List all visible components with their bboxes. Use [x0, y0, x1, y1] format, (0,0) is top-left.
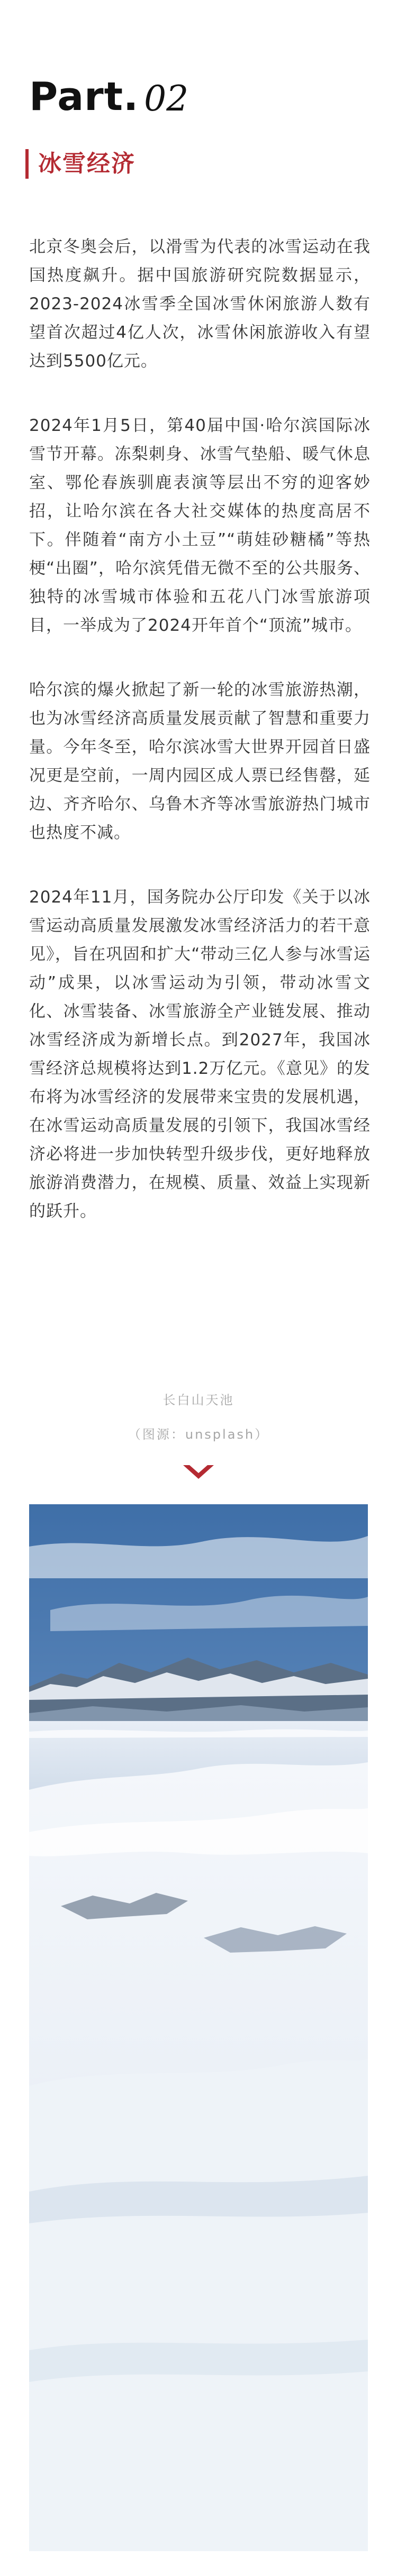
paragraph-3: 哈尔滨的爆火掀起了新一轮的冰雪旅游热潮，也为冰雪经济高质量发展贡献了智慧和重要力量。今年冬至，哈尔滨冰雪大世界开园首日盛况更是空前，一周内园区成人票已经售罄，延边、齐齐哈尔、乌鲁木齐等冰雪旅游热门城市也热度不减。: [29, 680, 371, 842]
paragraph-1: 北京冬奥会后，以滑雪为代表的冰雪运动在我国热度飙升。据中国旅游研究院数据显示，2023-2024冰雪季全国冰雪休闲旅游人数有望首次超过4亿人次，冰雪休闲旅游收入有望达到5500亿元。: [29, 237, 371, 371]
photo-credit: （图源：unsplash）: [128, 1427, 269, 1442]
chevron-down-icon: [180, 1462, 217, 1483]
article-body: [29, 233, 371, 1262]
section-accent-bar: [25, 149, 29, 179]
paragraph-2: 2024年1月5日，第40届中国·哈尔滨国际冰雪节开幕。冻梨刺身、冰雪气垫船、暖气休息室、鄂伦春族驯鹿表演等层出不穷的迎客妙招，让哈尔滨在各大社交媒体的热度高居不下。伴随着“南方小土豆”“萌娃砂糖橘”等热梗“出圈”，哈尔滨凭借无微不至的公共服务、独特的冰雪城市体验和五花八门冰雪旅游项目，一举成为了2024开年首个“顶流”城市。: [29, 416, 371, 635]
part-label: Part.: [29, 74, 139, 119]
section-title: 冰雪经济: [38, 150, 136, 177]
photo-caption: 长白山天池: [163, 1393, 234, 1407]
part-number: 02: [144, 78, 189, 119]
paragraph-4: 2024年11月，国务院办公厅印发《关于以冰雪运动高质量发展激发冰雪经济活力的若干意见》，旨在巩固和扩大“带动三亿人参与冰雪运动”成果，以冰雪运动为引领，带动冰雪文化、冰雪装备、冰雪旅游全产业链发展、推动冰雪经济成为新增长点。到2027年，我国冰雪经济总规模将达到1.2万亿元。《意见》的发布将为冰雪经济的发展带来宝贵的发展机遇，在冰雪运动高质量发展的引领下，我国冰雪经济必将进一步加快转型升级步伐，更好地释放旅游消费潜力，在规模、质量、效益上实现新的跃升。: [29, 888, 371, 1221]
part-header: [29, 69, 189, 119]
snow-landscape-photo: [29, 1504, 368, 2551]
